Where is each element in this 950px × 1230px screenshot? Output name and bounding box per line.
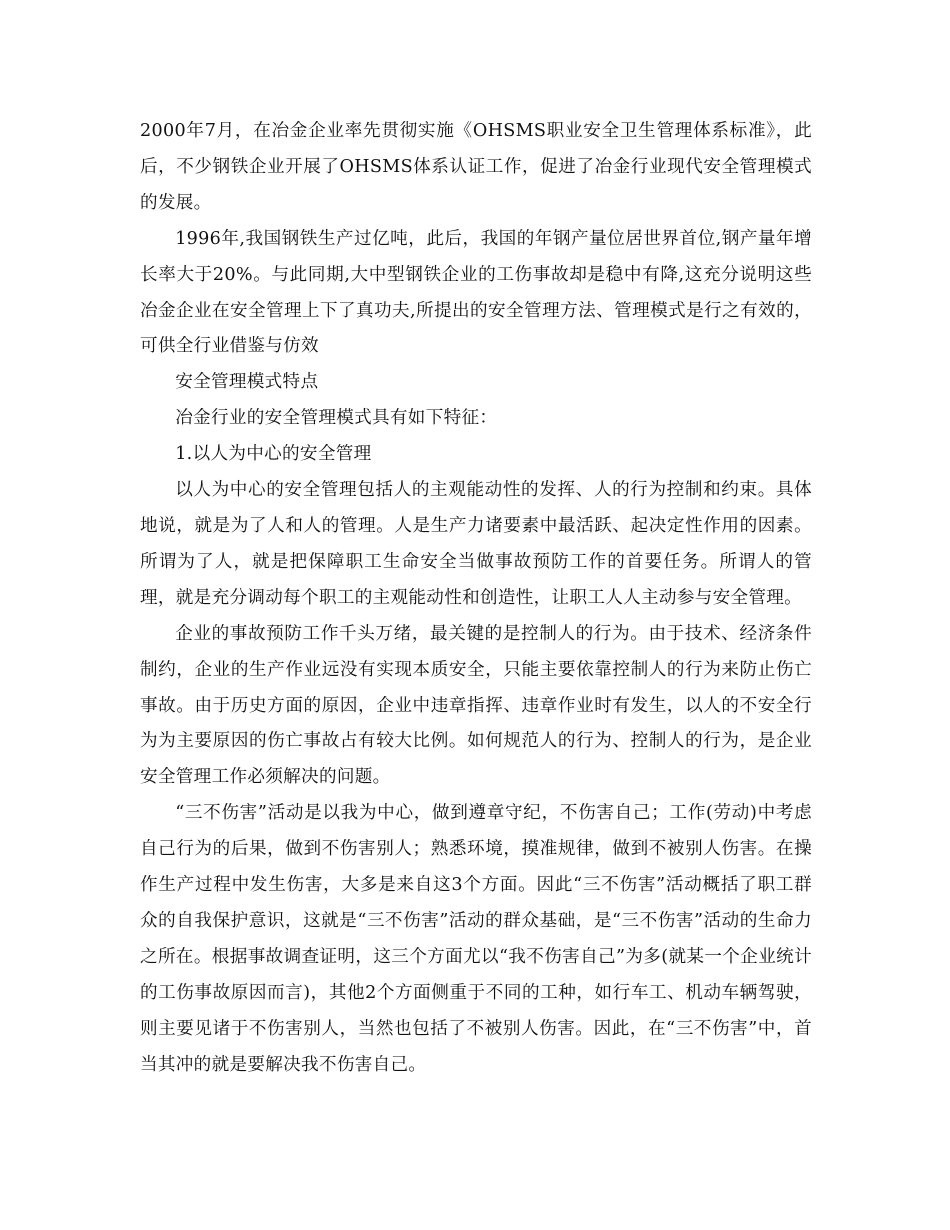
paragraph-behavior-control: 企业的事故预防工作千头万绪，最关键的是控制人的行为。由于技术、经济条件制约，企业的生产作业远没有实现本质安全，只能主要依靠控制人的行为来防止伤亡事故。由于历史方面的原因，企业中违章指挥、违章作业时有发生，以人的不安全行为为主要原因的伤亡事故占有较大比例。如何规范人的行为、控制人的行为，是企业安全管理工作必须解决的问题。 [140, 623, 812, 788]
paragraph-people-centered: 以人为中心的安全管理包括人的主观能动性的发挥、人的行为控制和约束。具体地说，就是为了人和人的管理。人是生产力诸要素中最活跃、起决定性作用的因素。所谓为了人，就是把保障职工生命安全当做事故预防工作的首要任务。所谓人的管理，就是充分调动每个职工的主观能动性和创造性，让职工人人主动参与安全管理。 [140, 480, 812, 608]
section-heading-safety-mode-features: 安全管理模式特点 [175, 372, 319, 393]
paragraph-steel-production-1996: 1996年,我国钢铁生产过亿吨，此后，我国的年钢产量位居世界首位,钢产量年增长率大于20%。与此同期,大中型钢铁企业的工伤事故却是稳中有降,这充分说明这些冶金企业在安全管理上下了真功夫,所提出的安全管理方法、管理模式是行之有效的，可供全行业借鉴与仿效 [140, 228, 812, 357]
paragraph-three-no-harm: “三不伤害”活动是以我为中心，做到遵章守纪，不伤害自己；工作(劳动)中考虑自己行为的后果，做到不伤害别人；熟悉环境，摸准规律，做到不被别人伤害。在操作生产过程中发生伤害，大多是来自这3个方面。因此“三不伤害”活动概括了职工群众的自我保护意识，这就是“三不伤害”活动的群众基础，是“三不伤害”活动的生命力之所在。根据事故调查证明，这三个方面尤以“我不伤害自己”为多(就某一个企业统计的工伤事故原因而言)，其他2个方面侧重于不同的工种，如行车工、机动车辆驾驶，则主要见诸于不伤害别人，当然也包括了不被别人伤害。因此，在“三不伤害”中，首当其冲的就是要解决我不伤害自己。 [140, 803, 812, 1075]
paragraph-features-intro: 冶金行业的安全管理模式具有如下特征： [175, 408, 498, 429]
paragraph-ohsms-2000: 2000年7月，在冶金企业率先贯彻实施《OHSMS职业安全卫生管理体系标准》，此后，不少钢铁企业开展了OHSMS体系认证工作，促进了冶金行业现代安全管理模式的发展。 [140, 121, 812, 213]
document-body [140, 114, 812, 1083]
subheading-people-centered: 1.以人为中心的安全管理 [175, 444, 372, 465]
